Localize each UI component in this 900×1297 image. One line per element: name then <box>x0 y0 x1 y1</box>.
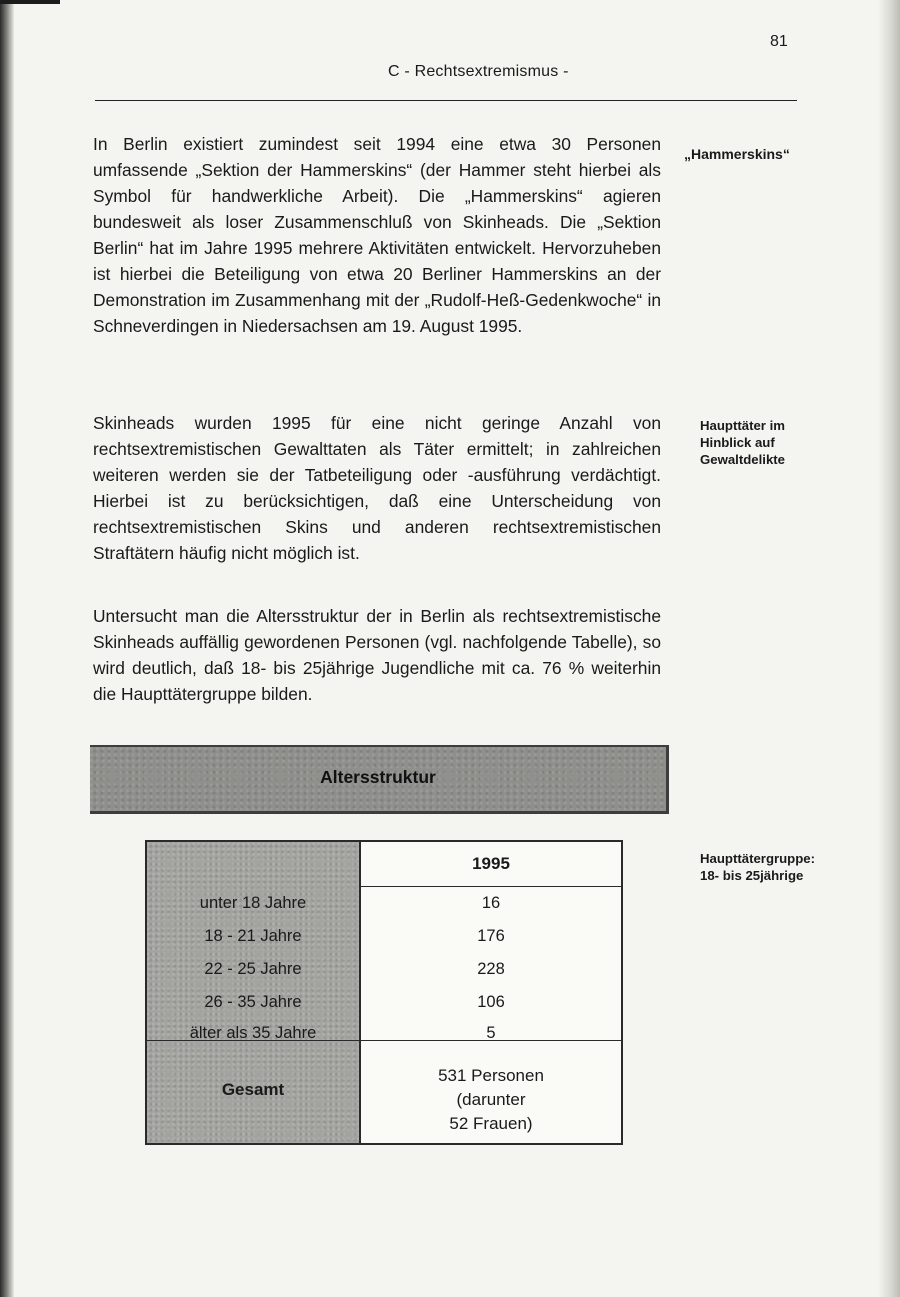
table-row-value: 228 <box>477 960 505 978</box>
running-head: C - Rechtsextremismus - <box>388 63 569 80</box>
age-structure-table <box>145 840 623 1145</box>
total-line: (darunter <box>456 1090 526 1109</box>
table-year-header: 1995 <box>472 854 510 873</box>
table-header-rule <box>361 886 621 887</box>
header-divider <box>95 100 797 101</box>
table-row-label: 18 - 21 Jahre <box>204 927 302 945</box>
marginal-note-main-perpetrators: Haupttäter im Hinblick auf Gewaltdelikte <box>700 418 786 467</box>
table-row-value: 106 <box>477 993 505 1011</box>
table-row-value: 176 <box>477 927 505 945</box>
page-corner-mark <box>0 0 60 4</box>
table-row-value: 5 <box>486 1024 496 1042</box>
page-edge-shadow <box>878 0 900 1297</box>
total-line: 531 Personen <box>438 1066 544 1085</box>
table-total-value <box>361 1064 621 1136</box>
marginal-note-hammerskins: „Hammerskins“ <box>684 146 790 162</box>
table-row-label: 22 - 25 Jahre <box>204 960 302 978</box>
table-total-label: Gesamt <box>221 1080 285 1099</box>
table-title: Altersstruktur <box>320 767 436 787</box>
table-row-label: älter als 35 Jahre <box>189 1024 317 1042</box>
table-row-label: 26 - 35 Jahre <box>204 993 302 1011</box>
total-line: 52 Frauen) <box>449 1114 533 1133</box>
table-row-label: unter 18 Jahre <box>199 894 307 912</box>
table-row-value: 16 <box>481 894 501 912</box>
paragraph-age-structure: Untersucht man die Altersstruktur der in Berlin als rechtsextremistische Skinheads auffällig gewordenen Personen (vgl. nachfolgende Tabelle), so wird deutlich, daß 18- bis 25jährige Jugendliche mit ca. 76 % weiterhin die Haupttätergruppe bilden. <box>93 606 661 704</box>
table-title-banner <box>90 745 669 814</box>
marginal-note-main-group: Haupttätergruppe: 18- bis 25jährige <box>700 851 816 883</box>
page-binding-shadow <box>0 0 14 1297</box>
page-number: 81 <box>770 33 788 50</box>
paragraph-hammerskins: In Berlin existiert zumindest seit 1994 eine etwa 30 Personen umfassende „Sektion der Hammerskins“ (der Hammer steht hierbei als Symbol für handwerkliche Arbeit). Die „Hammerskins“ agieren bundesweit als loser Zusammenschluß von Skinheads. Die „Sektion Berlin“ hat im Jahre 1995 mehrere Aktivitäten entwickelt. Hervorzuheben ist hierbei die Beteiligung von etwa 20 Berliner Hammerskins an der Demonstration im Zusammenhang mit der „Rudolf-Heß-Gedenkwoche“ in Schneverdingen in Niedersachsen am 19. August 1995. <box>93 134 661 336</box>
paragraph-skinheads-violence: Skinheads wurden 1995 für eine nicht geringe Anzahl von rechtsextremistischen Gewalttaten als Täter ermittelt; in zahlreichen weiteren werden sie der Tatbeteiligung oder -ausführung verdächtigt. Hierbei ist zu berücksichtigen, daß eine Unterscheidung von rechtsextremistischen Skins und anderen rechtsextremistischen Straftätern häufig nicht möglich ist. <box>93 413 661 563</box>
